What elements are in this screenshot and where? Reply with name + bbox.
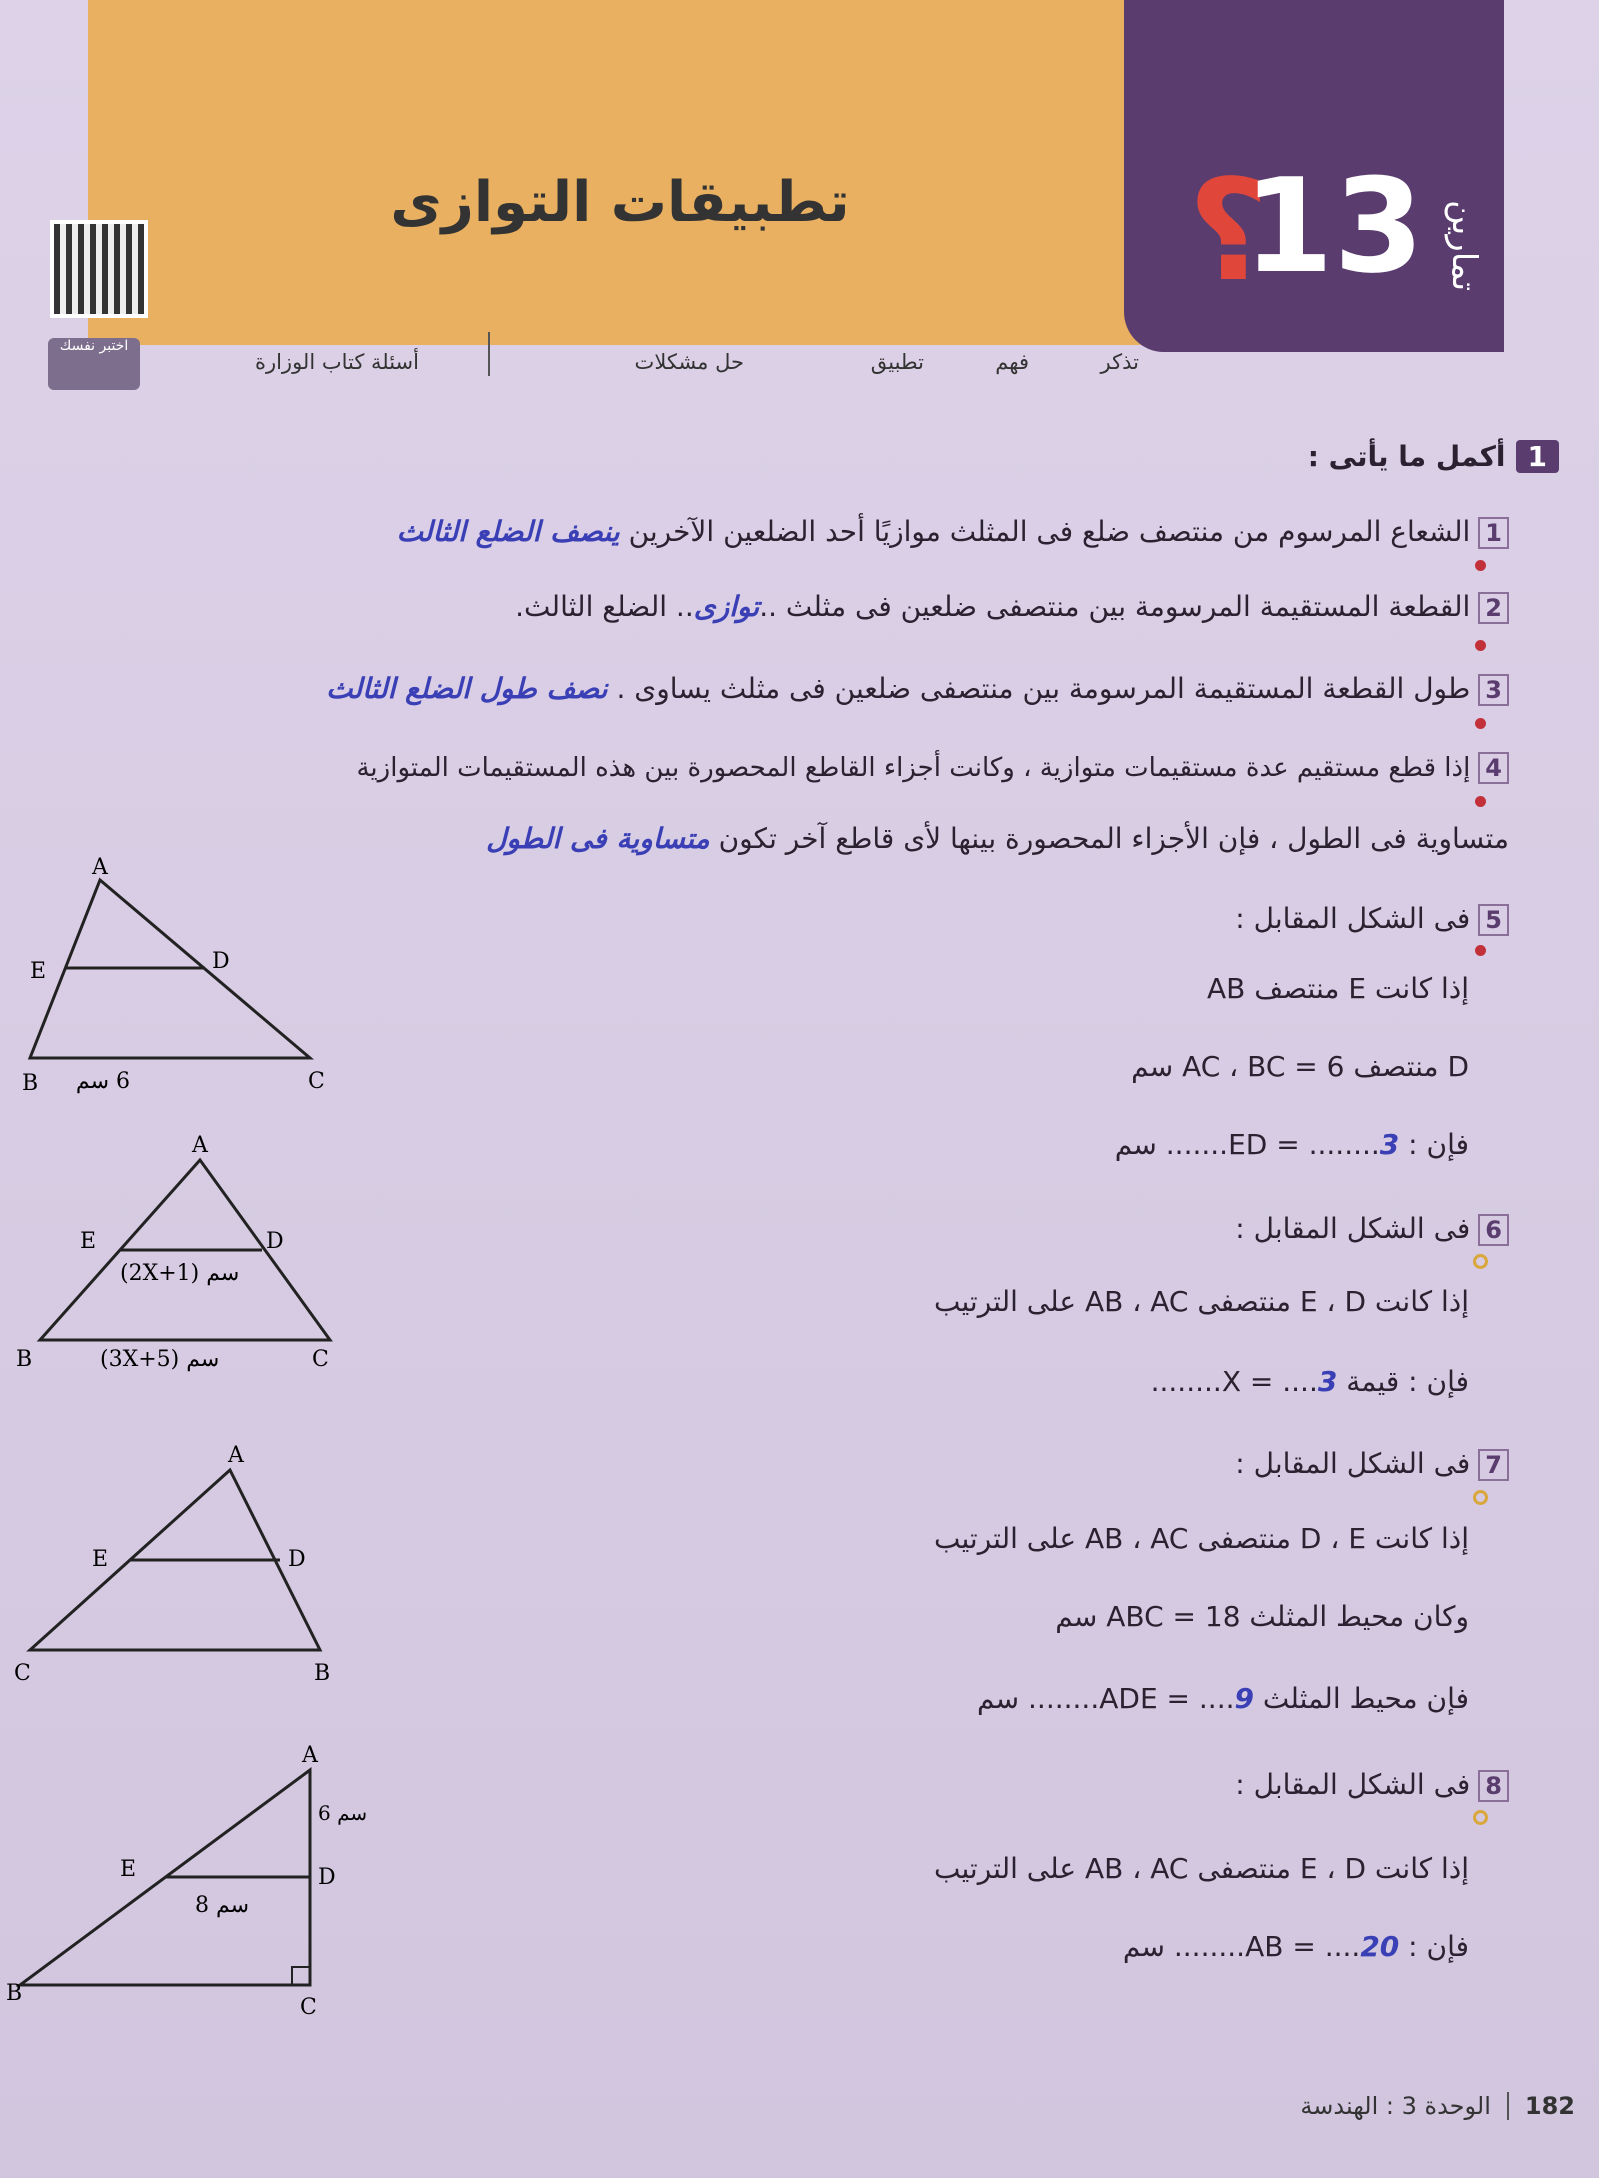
figure-5 (0, 855, 360, 1100)
item-5-line-2: D منتصف AC ، BC = 6 سم (1131, 1050, 1469, 1083)
label-a: A (228, 1443, 244, 1468)
right-angle-icon (292, 1967, 310, 1985)
label-b: B (6, 1981, 23, 2006)
legend-understand: فهم (995, 350, 1029, 374)
item-5-line-3: فإن : ED = ........3....... سم (1114, 1128, 1469, 1161)
item-5-line-1: إذا كانت E منتصف AB (1206, 972, 1469, 1005)
label-ad-length: 6 سم (318, 1801, 368, 1825)
label-bc-length: 6 سم (75, 1069, 130, 1094)
item-2: 2القطعة المستقيمة المرسومة بين منتصفى ضلعين فى مثلث ..توازى.. الضلع الثالث. (515, 590, 1509, 624)
label-ed-length: (2X+1) سم (120, 1261, 240, 1286)
unit-label: الوحدة 3 : الهندسة (1300, 2092, 1491, 2120)
difficulty-dot (1473, 1254, 1488, 1269)
item-5-title: 5فى الشكل المقابل : (1235, 902, 1509, 936)
page-footer (1300, 2092, 1575, 2120)
handwritten-answer: 20 (1360, 1930, 1400, 1963)
label-a: A (92, 855, 108, 880)
item-3: 3طول القطعة المستقيمة المرسومة بين منتصفى ضلعين فى مثلث يساوى . نصف طول الضلع الثالث (326, 672, 1509, 706)
exercise-label: تمارين (1444, 200, 1484, 292)
figure-8 (0, 1740, 368, 2020)
item-7-title: 7فى الشكل المقابل : (1235, 1447, 1509, 1481)
difficulty-dot (1473, 1810, 1488, 1825)
label-bc-length: (3X+5) سم (100, 1347, 220, 1372)
exercise-number: 13 (1243, 150, 1424, 302)
page-title: تطبيقات التوازى (390, 170, 850, 235)
label-a: A (192, 1133, 208, 1158)
item-7-line-2: وكان محيط المثلث ABC = 18 سم (1055, 1600, 1469, 1633)
difficulty-dot (1475, 560, 1486, 571)
item-6-line-1: إذا كانت E ، D منتصفى AB ، AC على الترتيب (933, 1285, 1469, 1318)
figure-7 (0, 1440, 360, 1700)
item-6-title: 6فى الشكل المقابل : (1235, 1212, 1509, 1246)
page-number: 182 (1507, 2092, 1575, 2120)
figure-6 (0, 1130, 360, 1380)
handwritten-answer: 3 (1317, 1365, 1338, 1398)
label-d: D (266, 1229, 284, 1254)
label-e: E (80, 1229, 97, 1254)
difficulty-dot (1475, 796, 1486, 807)
question-title: أكمل ما يأتى : (1307, 440, 1506, 473)
handwritten-answer: 3 (1379, 1128, 1400, 1161)
item-8-line-1: إذا كانت E ، D منتصفى AB ، AC على الترتيب (933, 1852, 1469, 1885)
item-4-line-2: متساوية فى الطول ، فإن الأجزاء المحصورة بينها لأى قاطع آخر تكون متساوية فى الطول (486, 822, 1509, 855)
legend-remember: تذكر (1100, 350, 1139, 374)
question-header (1308, 440, 1559, 473)
handwritten-answer: توازى (693, 590, 760, 623)
item-7-line-3: فإن محيط المثلث ADE = ....9........ سم (977, 1682, 1469, 1715)
label-e: E (120, 1857, 137, 1882)
qr-code-icon[interactable] (50, 220, 148, 318)
label-b: B (314, 1661, 331, 1686)
label-b: B (22, 1071, 39, 1096)
label-e: E (30, 959, 47, 984)
legend-apply: تطبيق (870, 350, 924, 374)
question-number: 1 (1516, 440, 1559, 473)
item-6-line-2: فإن : قيمة X = ....3........ (1150, 1365, 1469, 1398)
label-d: D (212, 949, 230, 974)
item-8-title: 8فى الشكل المقابل : (1235, 1768, 1509, 1802)
label-b: B (16, 1347, 33, 1372)
label-a: A (302, 1743, 318, 1768)
difficulty-dot (1473, 1490, 1488, 1505)
label-d: D (288, 1547, 306, 1572)
handwritten-answer: 9 (1234, 1682, 1254, 1715)
item-7-line-1: إذا كانت D ، E منتصفى AB ، AC على الترتيب (933, 1522, 1469, 1555)
legend-problem-solving: حل مشكلات (634, 350, 744, 374)
label-ed-length: 8 سم (195, 1893, 250, 1918)
legend-ministry-book: أسئلة كتاب الوزارة (254, 350, 419, 374)
difficulty-dot (1475, 945, 1486, 956)
qr-tag: اختبر نفسك (48, 338, 140, 390)
legend-divider (488, 332, 490, 376)
item-4-line-1: 4إذا قطع مستقيم عدة مستقيمات متوازية ، وكانت أجزاء القاطع المحصورة بين هذه المستقيمات المتوازية (356, 752, 1509, 784)
handwritten-answer: نصف طول الضلع الثالث (326, 672, 608, 705)
difficulty-dot (1475, 640, 1486, 651)
label-c: C (312, 1347, 329, 1372)
label-c: C (14, 1661, 31, 1686)
label-d: D (318, 1865, 336, 1890)
difficulty-dot (1475, 718, 1486, 729)
handwritten-answer: متساوية فى الطول (486, 822, 710, 855)
item-8-line-2: فإن : AB = ....20........ سم (1122, 1930, 1469, 1963)
item-1: 1الشعاع المرسوم من منتصف ضلع فى المثلث موازيًا أحد الضلعين الآخرين ينصف الضلع الثالث (397, 515, 1509, 549)
handwritten-answer: ينصف الضلع الثالث (396, 515, 620, 548)
label-c: C (300, 1995, 317, 2020)
label-c: C (308, 1069, 325, 1094)
question-mark-icon: ؟ (1187, 150, 1269, 313)
label-e: E (92, 1547, 109, 1572)
